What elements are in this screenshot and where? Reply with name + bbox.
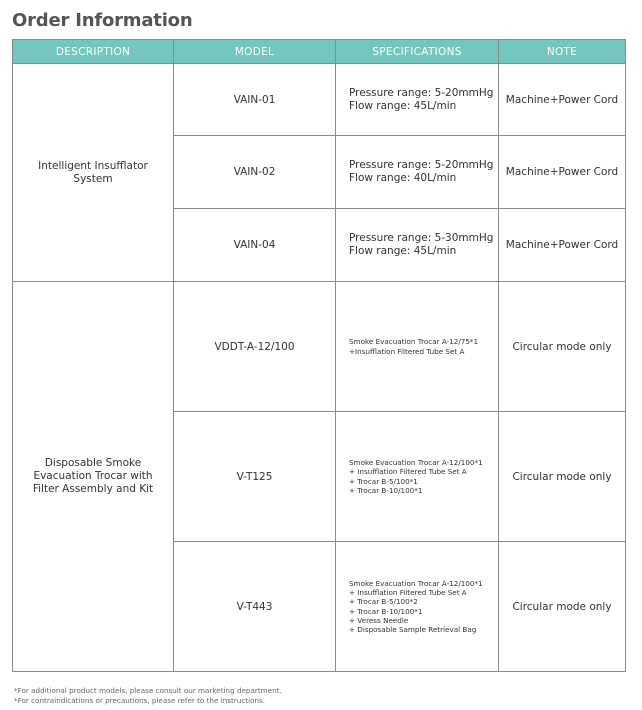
model-cell: VDDT-A-12/100: [174, 282, 336, 412]
specifications-cell: [336, 209, 499, 282]
spec-line: + Trocar B-10/100*1: [349, 485, 423, 495]
spec-line: + Trocar B-5/100*1: [349, 476, 418, 486]
spec-line: Pressure range: 5-20mmHg: [349, 159, 494, 171]
spec-line: Pressure range: 5-20mmHg: [349, 86, 494, 99]
note-cell: Circular mode only: [499, 412, 626, 542]
table-row: [13, 64, 626, 136]
spec-line: + Insufflation Filtered Tube Set A: [349, 587, 467, 597]
header-row: [13, 40, 626, 64]
note-cell: Machine+Power Cord: [499, 64, 626, 136]
spec-line: Flow range: 45L/min: [349, 245, 457, 257]
specifications-cell: [336, 136, 499, 209]
model-cell: VAIN-02: [174, 136, 336, 209]
header-description: DESCRIPTION: [13, 40, 174, 64]
note-cell: Circular mode only: [499, 542, 626, 672]
page-title: Order Information: [12, 10, 193, 31]
spec-line: + Insufflation Filtered Tube Set A: [349, 467, 467, 477]
description-cell: Disposable Smoke Evacuation Trocar with Filter Assembly and Kit: [13, 282, 174, 672]
model-cell: VAIN-04: [174, 209, 336, 282]
header-specifications: SPECIFICATIONS: [336, 40, 499, 64]
spec-line: Smoke Evacuation Trocar A-12/100*1: [349, 578, 483, 588]
header-model: MODEL: [174, 40, 336, 64]
specifications-cell: [336, 64, 499, 136]
spec-line: + Trocar B-5/100*2: [349, 597, 418, 607]
footnote: *For additional product models, please consult our marketing department.: [14, 686, 282, 695]
spec-line: + Veress Needle: [349, 615, 409, 625]
description-cell: Intelligent Insufflator System: [13, 64, 174, 282]
specifications-cell: [336, 282, 499, 412]
spec-line: Smoke Evacuation Trocar A-12/75*1: [349, 337, 479, 347]
order-table: [12, 39, 626, 672]
spec-line: Pressure range: 5-30mmHg: [349, 232, 494, 244]
footnote: *For contraindications or precautions, please refer to the instructions.: [14, 696, 266, 705]
specifications-cell: [336, 542, 499, 672]
spec-line: Flow range: 45L/min: [349, 99, 457, 112]
model-cell: VAIN-01: [174, 64, 336, 136]
table-row: [13, 282, 626, 412]
header-note: NOTE: [499, 40, 626, 64]
note-cell: Machine+Power Cord: [499, 209, 626, 282]
note-cell: Circular mode only: [499, 282, 626, 412]
model-cell: V-T443: [174, 542, 336, 672]
spec-line: Smoke Evacuation Trocar A-12/100*1: [349, 457, 483, 467]
spec-line: + Disposable Sample Retrieval Bag: [349, 625, 477, 635]
note-cell: Machine+Power Cord: [499, 136, 626, 209]
spec-line: +Insufflation Filtered Tube Set A: [349, 346, 465, 356]
spec-line: Flow range: 40L/min: [349, 172, 457, 184]
model-cell: V-T125: [174, 412, 336, 542]
spec-line: + Trocar B-10/100*1: [349, 606, 423, 616]
specifications-cell: [336, 412, 499, 542]
